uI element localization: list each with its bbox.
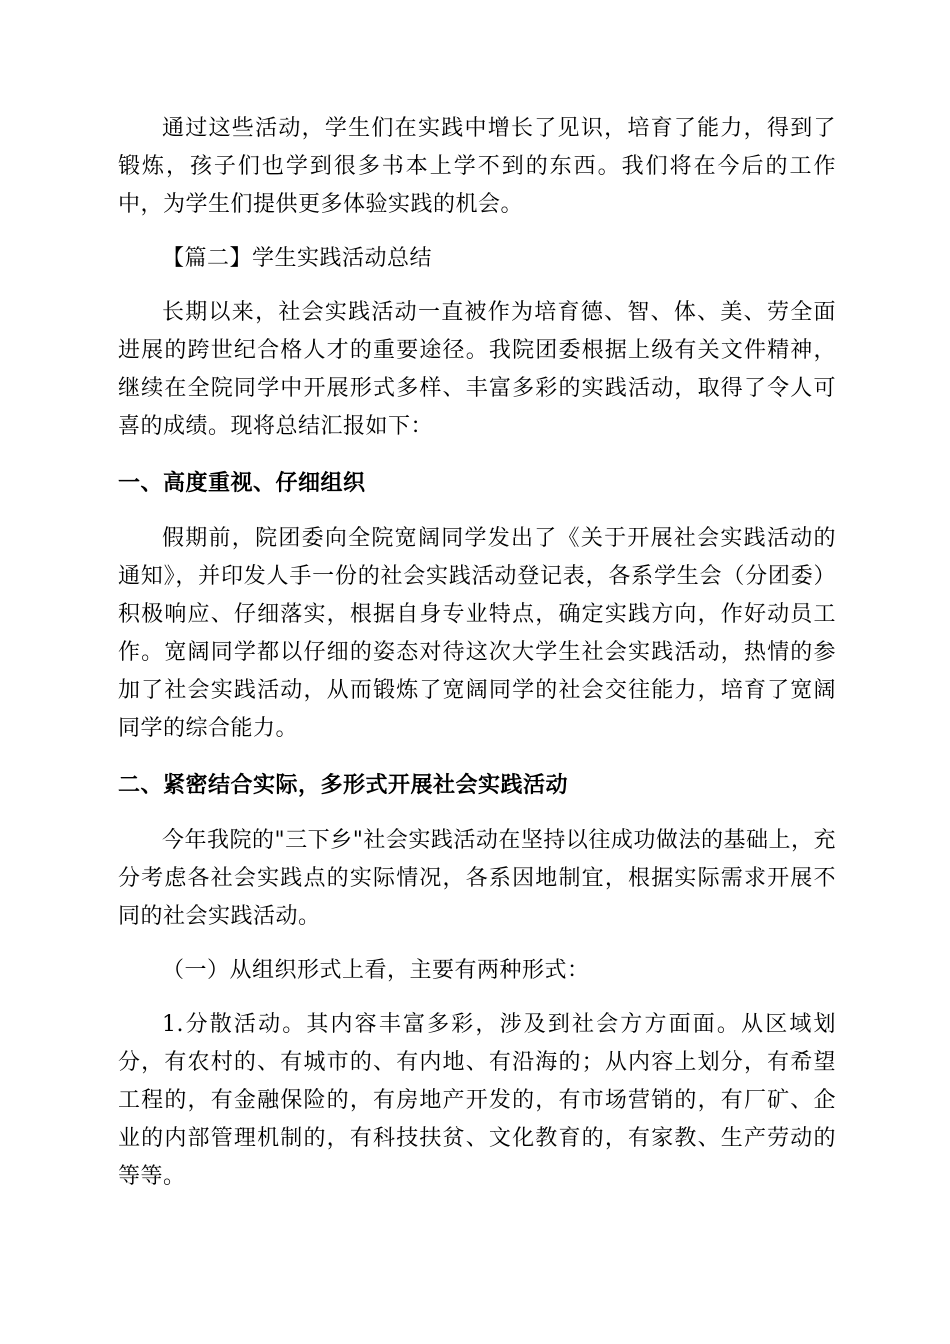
paragraph-conclusion: 通过这些活动，学生们在实践中增长了见识，培育了能力，得到了锻炼，孩子们也学到很多书本上学不到的东西。我们将在今后的工作中，为学生们提供更多体验实践的机会。 bbox=[118, 116, 836, 217]
heading-two: 二、紧密结合实际，多形式开展社会实践活动 bbox=[118, 772, 569, 798]
section-title-part-two: 【篇二】学生实践活动总结 bbox=[162, 246, 433, 271]
paragraph-scattered: 1.分散活动。其内容丰富多彩，涉及到社会方方面面。从区域划分，有农村的、有城市的、有内地、有沿海的；从内容上划分，有希望工程的，有金融保险的，有房地产开发的，有市场营销的，有厂矿、企业的内部管理机制的，有科技扶贫、文化教育的，有家教、生产劳动的等等。 bbox=[118, 1012, 836, 1189]
paragraph-intro: 长期以来，社会实践活动一直被作为培育德、智、体、美、劳全面进展的跨世纪合格人才的重要途径。我院团委根据上级有关文件精神，继续在全院同学中开展形式多样、丰富多彩的实践活动，取得了令人可喜的成绩。现将总结汇报如下： bbox=[118, 300, 836, 439]
paragraph-organization: 假期前，院团委向全院宽阔同学发出了《关于开展社会实践活动的通知》，并印发人手一份的社会实践活动登记表，各系学生会（分团委）积极响应、仔细落实，根据自身专业特点，确定实践方向，作好动员工作。宽阔同学都以仔细的姿态对待这次大学生社会实践活动，热情的参加了社会实践活动，从而锻炼了宽阔同学的社会交往能力，培育了宽阔同学的综合能力。 bbox=[118, 526, 836, 741]
heading-one: 一、高度重视、仔细组织 bbox=[118, 470, 366, 496]
document-page bbox=[118, 110, 836, 1196]
paragraph-practice: 今年我院的"三下乡"社会实践活动在坚持以往成功做法的基础上，充分考虑各社会实践点的实际情况，各系因地制宜，根据实际需求开展不同的社会实践活动。 bbox=[118, 828, 836, 929]
paragraph-forms: （一）从组织形式上看，主要有两种形式： bbox=[162, 958, 590, 983]
